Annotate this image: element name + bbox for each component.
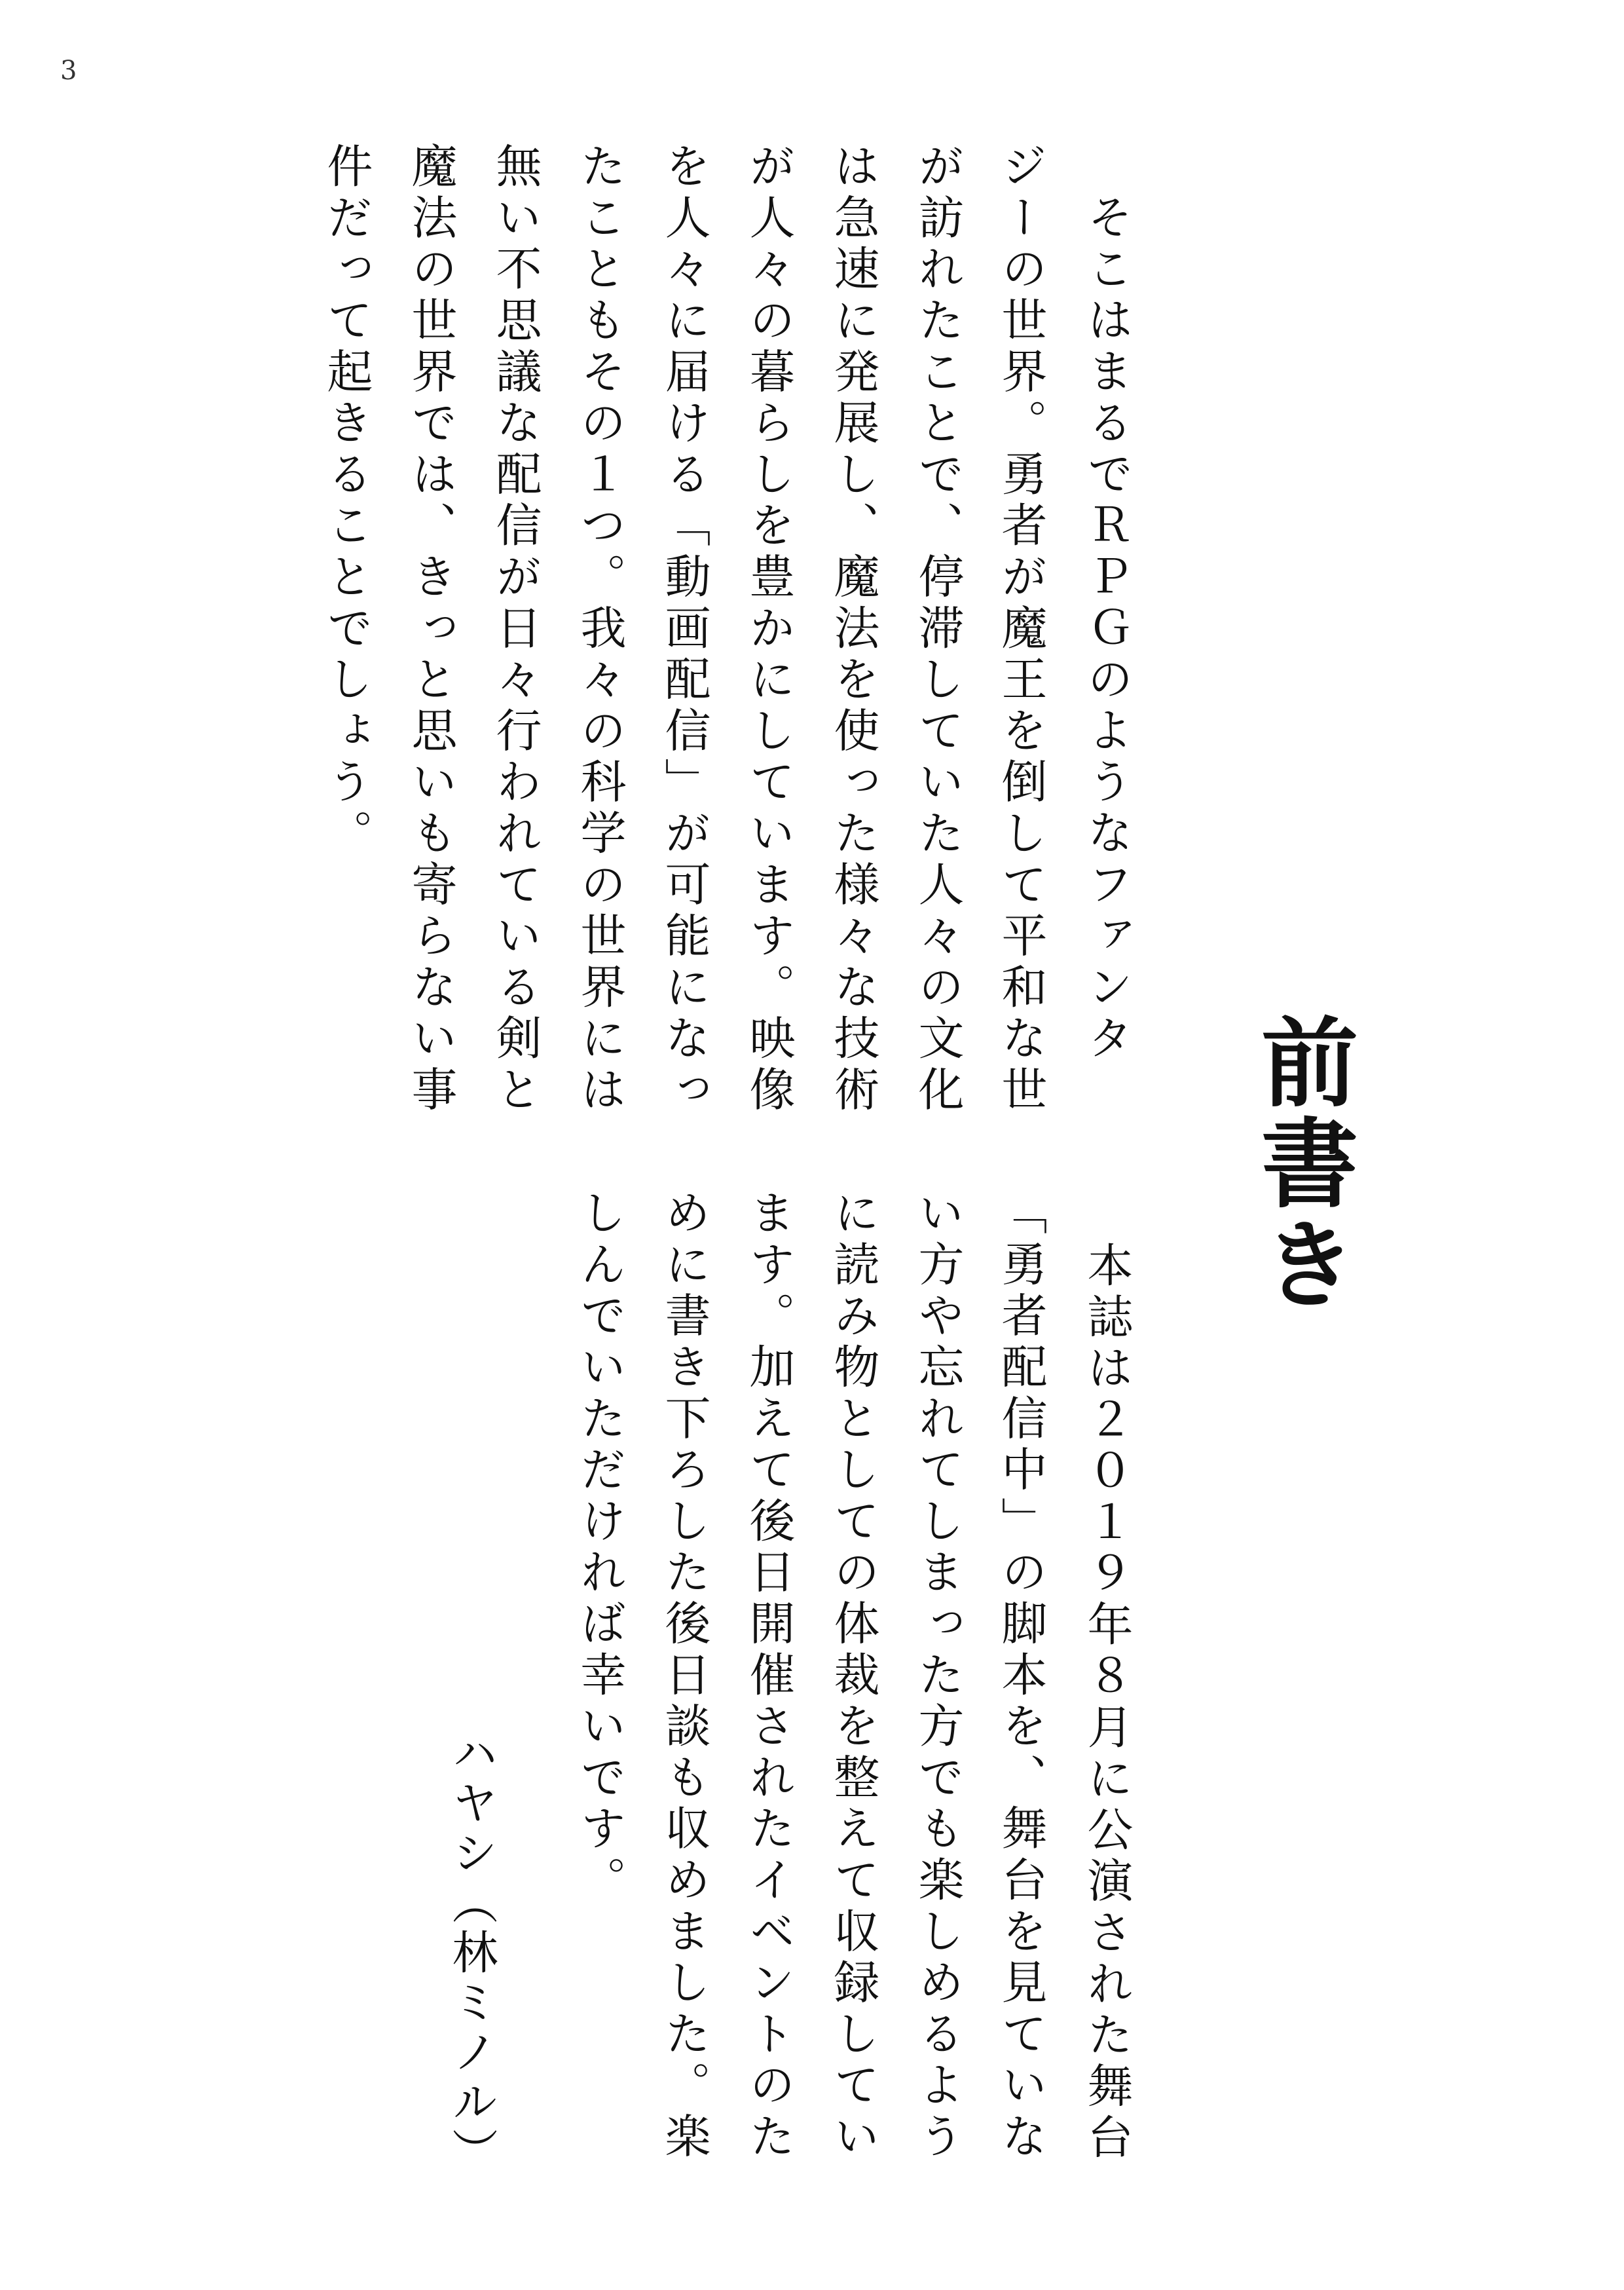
paragraph-line: が人々の暮らしを豊かにしています。映像	[742, 142, 796, 1117]
paragraph-line: たこともその１つ。我々の科学の世界には	[573, 142, 627, 1117]
author-signature: ハヤシ（林ミノル）	[445, 1729, 498, 2177]
paragraph-line: 本誌は２０１９年８月に公演された舞台	[1080, 1241, 1134, 2165]
paragraph-line: ます。加えて後日開催されたイベントのた	[742, 1189, 796, 2164]
paragraph-line: は急速に発展し、魔法を使った様々な技術	[826, 142, 880, 1117]
paragraph-line: ジーの世界。勇者が魔王を倒して平和な世	[994, 142, 1048, 1117]
paragraph-line: 無い不思議な配信が日々行われている剣と	[489, 142, 542, 1117]
paragraph-line: が訪れたことで、停滞していた人々の文化	[911, 142, 965, 1117]
page-number: 3	[60, 56, 77, 86]
paragraph-line: そこはまるでＲＰＧのようなファンタ	[1080, 193, 1134, 1066]
paragraph-line: 魔法の世界では、きっと思いも寄らない事	[404, 142, 458, 1117]
paragraph-line: 件だって起きることでしょう。	[320, 142, 373, 861]
paragraph-line: めに書き下ろした後日談も収めました。楽	[657, 1189, 711, 2164]
paragraph-line: い方や忘れてしまった方でも楽しめるよう	[911, 1189, 965, 2164]
paragraph-line: を人々に届ける「動画配信」が可能になっ	[657, 142, 711, 1117]
paragraph-line: しんでいただければ幸いです。	[573, 1189, 627, 1907]
page-title: 前書き	[1246, 1012, 1359, 1315]
paragraph-line: 「勇者配信中」の脚本を、舞台を見ていな	[994, 1189, 1048, 2164]
paragraph-line: に読み物としての体裁を整えて収録してい	[826, 1189, 880, 2164]
